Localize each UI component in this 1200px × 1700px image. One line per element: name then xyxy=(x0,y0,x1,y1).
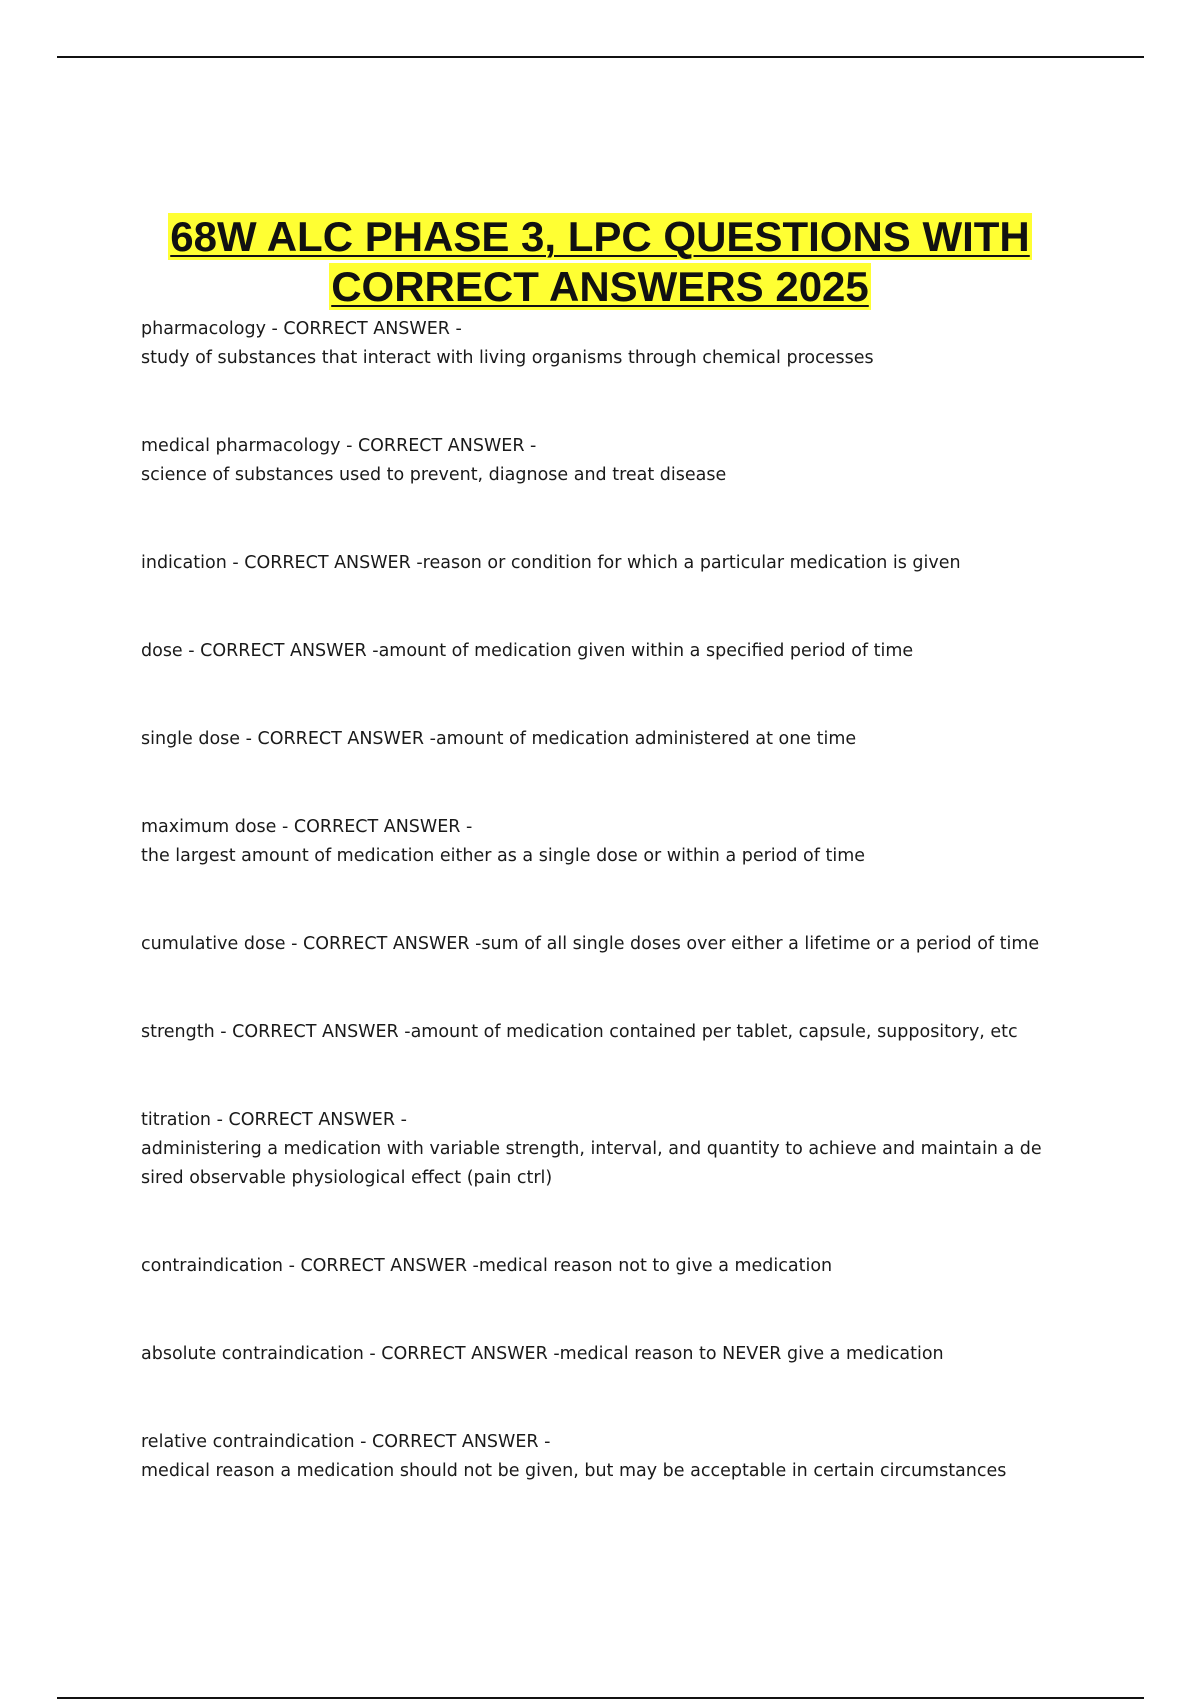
entry-answer-label: - CORRECT ANSWER - xyxy=(182,641,379,661)
entry-definition: study of substances that interact with living organisms through chemical processes xyxy=(141,348,874,368)
entry-definition: medical reason not to give a medication xyxy=(478,1256,833,1276)
bottom-rule xyxy=(57,1697,1144,1699)
entry-term: absolute contraindication xyxy=(141,1344,364,1364)
entry-term: dose xyxy=(141,641,183,661)
entry-term: pharmacology xyxy=(141,319,266,339)
title-line-2: CORRECT ANSWERS 2025 xyxy=(331,263,869,310)
entry-definition: administering a medication with variable strength, interval, and quantity to achieve and maintain a de sired observable physiological effect (pain ctrl) xyxy=(141,1139,1042,1188)
entry-answer-label: - CORRECT ANSWER - xyxy=(214,1022,411,1042)
qa-entry xyxy=(141,432,1071,490)
qa-entry xyxy=(141,1428,1071,1486)
entry-definition: medical reason a medication should not be given, but may be acceptable in certain circumstances xyxy=(141,1461,1007,1481)
entry-definition: reason or condition for which a particular medication is given xyxy=(422,553,961,573)
entry-definition: amount of medication given within a specified period of time xyxy=(378,641,914,661)
entry-answer-label: - CORRECT ANSWER - xyxy=(265,319,462,339)
entry-answer-label: - CORRECT ANSWER - xyxy=(226,553,423,573)
entry-definition: the largest amount of medication either as a single dose or within a period of time xyxy=(141,846,866,866)
entry-definition: science of substances used to prevent, diagnose and treat disease xyxy=(141,465,727,485)
entry-term: titration xyxy=(141,1110,212,1130)
entry-term: maximum dose xyxy=(141,817,277,837)
qa-entry xyxy=(141,315,1071,373)
qa-entry xyxy=(141,1018,1071,1047)
qa-entry-list xyxy=(141,315,1071,1545)
entry-answer-label: - CORRECT ANSWER - xyxy=(354,1432,551,1452)
entry-answer-label: - CORRECT ANSWER - xyxy=(240,729,436,749)
entry-answer-label: - CORRECT ANSWER - xyxy=(285,934,482,954)
entry-term: single dose xyxy=(141,729,241,749)
entry-answer-label: - CORRECT ANSWER - xyxy=(276,817,473,837)
entry-definition: medical reason to NEVER give a medication xyxy=(559,1344,944,1364)
qa-entry xyxy=(141,637,1071,666)
entry-answer-label: - CORRECT ANSWER - xyxy=(340,436,537,456)
entry-definition: amount of medication administered at one time xyxy=(435,729,857,749)
entry-answer-label: - CORRECT ANSWER - xyxy=(363,1344,560,1364)
title-line-1: 68W ALC PHASE 3, LPC QUESTIONS WITH xyxy=(170,213,1030,260)
qa-entry xyxy=(141,549,1071,578)
entry-term: contraindication xyxy=(141,1256,283,1276)
entry-term: medical pharmacology xyxy=(141,436,341,456)
qa-entry xyxy=(141,813,1071,871)
entry-term: strength xyxy=(141,1022,215,1042)
entry-definition: amount of medication contained per tablet, capsule, suppository, etc xyxy=(410,1022,1018,1042)
qa-entry xyxy=(141,1340,1071,1369)
top-rule xyxy=(57,56,1144,58)
document-title xyxy=(0,212,1200,312)
entry-answer-label: - CORRECT ANSWER - xyxy=(283,1256,479,1276)
qa-entry xyxy=(141,1252,1071,1281)
qa-entry xyxy=(141,930,1071,959)
entry-term: relative contraindication xyxy=(141,1432,355,1452)
qa-entry xyxy=(141,725,1071,754)
entry-answer-label: - CORRECT ANSWER - xyxy=(211,1110,407,1130)
qa-entry xyxy=(141,1106,1071,1193)
entry-definition: sum of all single doses over either a lifetime or a period of time xyxy=(481,934,1040,954)
entry-term: cumulative dose xyxy=(141,934,286,954)
entry-term: indication xyxy=(141,553,227,573)
